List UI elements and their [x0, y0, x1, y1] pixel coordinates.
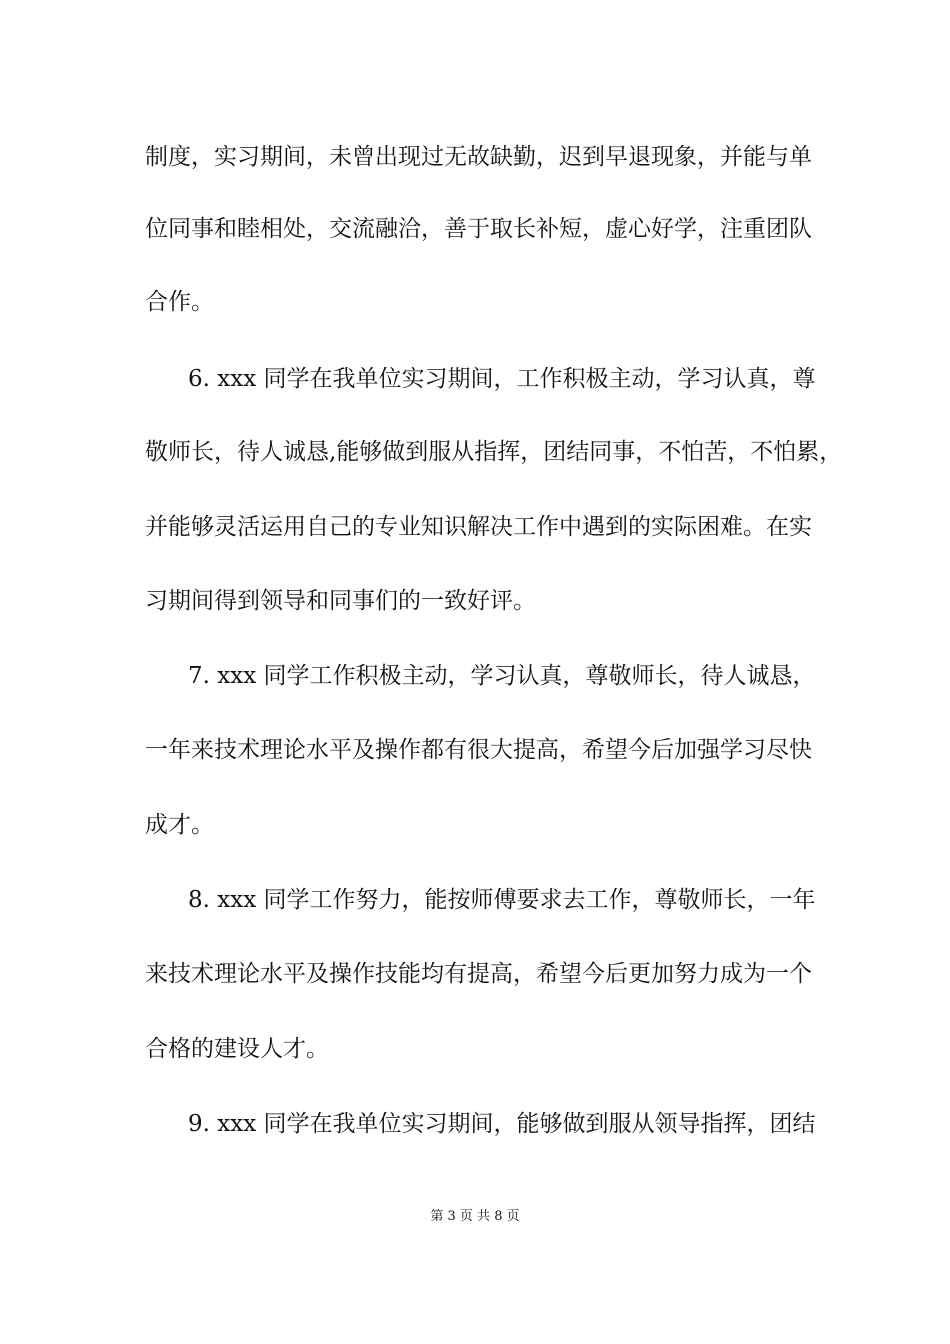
text-line: 习期间得到领导和同事们的一致好评。: [145, 588, 536, 614]
text-line: 一年来技术理论水平及操作都有很大提高，希望今后加强学习尽快: [145, 737, 812, 763]
text-line: 9. xxx 同学在我单位实习期间，能够做到服从领导指挥，团结: [188, 1111, 816, 1137]
text-line: 合格的建设人才。: [145, 1036, 329, 1062]
text-line: 合作。: [145, 289, 214, 315]
text-line: 来技术理论水平及操作技能均有提高，希望今后更加努力成为一个: [145, 961, 812, 987]
text-line: 成才。: [145, 812, 214, 838]
text-line: 8. xxx 同学工作努力，能按师傅要求去工作，尊敬师长，一年: [188, 887, 816, 913]
text-line: 并能够灵活运用自己的专业知识解决工作中遇到的实际困难。在实: [145, 514, 812, 540]
page-number-footer: 第 3 页 共 8 页: [430, 1209, 520, 1224]
text-line: 制度，实习期间，未曾出现过无故缺勤，迟到早退现象，并能与单: [145, 144, 812, 170]
text-line: 敬师长，待人诚恳,能够做到服从指挥，团结同事，不怕苦，不怕累，: [145, 439, 843, 465]
text-line: 位同事和睦相处，交流融洽，善于取长补短，虚心好学，注重团队: [145, 216, 812, 242]
text-line: 7. xxx 同学工作积极主动，学习认真，尊敬师长，待人诚恳，: [188, 663, 816, 689]
text-line: 6. xxx 同学在我单位实习期间，工作积极主动，学习认真，尊: [188, 366, 816, 392]
